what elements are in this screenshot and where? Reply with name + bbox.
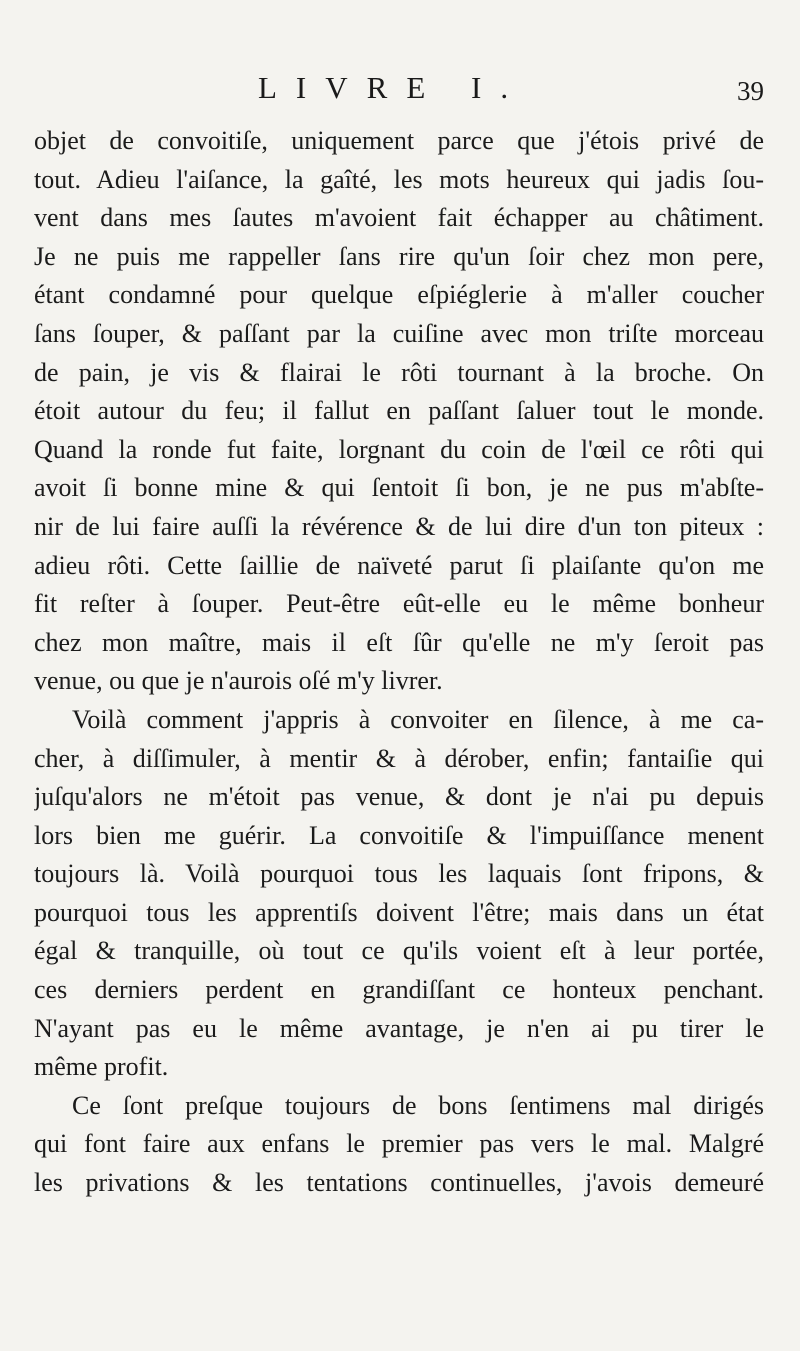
text-line: toujours là. Voilà pourquoi tous les laquais ſont fripons, & xyxy=(34,859,764,889)
text-line: vent dans mes ſautes m'avoient fait échapper au châtiment. xyxy=(34,203,764,233)
text-line: cher, à diſſimuler, à mentir & à dérober, enfin; fantaiſie qui xyxy=(34,743,764,773)
page-number: 39 xyxy=(737,76,764,106)
page-body xyxy=(34,122,764,1203)
text-line: chez mon maître, mais il eſt ſûr qu'elle ne m'y ſeroit pas xyxy=(34,627,764,657)
text-line: Voilà comment j'appris à convoiter en ſilence, à me ca- xyxy=(72,704,764,734)
text-line: ces derniers perdent en grandiſſant ce honteux penchant. xyxy=(34,975,764,1005)
text-line: même profit. xyxy=(34,1052,169,1082)
text-line: fit reſter à ſouper. Peut-être eût-elle eu le même bonheur xyxy=(34,589,764,619)
text-line: N'ayant pas eu le même avantage, je n'en ai pu tirer le xyxy=(34,1013,764,1043)
text-line: étoit autour du feu; il fallut en paſſant ſaluer tout le monde. xyxy=(34,396,764,426)
running-head: LIVRE I. xyxy=(258,70,528,105)
text-line: qui font faire aux enfans le premier pas vers le mal. Malgré xyxy=(34,1129,764,1159)
page-header xyxy=(0,66,800,106)
text-line: égal & tranquille, où tout ce qu'ils voient eſt à leur portée, xyxy=(34,936,764,966)
text-line: étant condamné pour quelque eſpiéglerie à m'aller coucher xyxy=(34,280,764,310)
text-line: Je ne puis me rappeller ſans rire qu'un ſoir chez mon pere, xyxy=(34,241,764,271)
text-line: lors bien me guérir. La convoitiſe & l'impuiſſance menent xyxy=(34,820,764,850)
text-line: ſans ſouper, & paſſant par la cuiſine avec mon triſte morceau xyxy=(34,318,764,348)
text-line: objet de convoitiſe, uniquement parce que j'étois privé de xyxy=(34,126,764,155)
paragraph xyxy=(34,122,764,701)
text-line: les privations & les tentations continuelles, j'avois demeuré xyxy=(34,1168,764,1198)
text-line: de pain, je vis & flairai le rôti tournant à la broche. On xyxy=(34,357,764,387)
text-line: pourquoi tous les apprentiſs doivent l'être; mais dans un état xyxy=(34,897,764,927)
text-line: nir de lui faire auſſi la révérence & de lui dire d'un ton piteux : xyxy=(34,511,764,541)
text-line: venue, ou que je n'aurois oſé m'y livrer. xyxy=(34,666,443,696)
text-line: tout. Adieu l'aiſance, la gaîté, les mots heureux qui jadis ſou- xyxy=(34,164,764,194)
text-line: Ce ſont preſque toujours de bons ſentimens mal dirigés xyxy=(72,1090,764,1120)
text-line: adieu rôti. Cette ſaillie de naïveté parut ſi plaiſante qu'on me xyxy=(34,550,764,580)
text-line: juſqu'alors ne m'étoit pas venue, & dont je n'ai pu depuis xyxy=(34,782,764,812)
text-line: Quand la ronde fut faite, lorgnant du coin de l'œil ce rôti qui xyxy=(34,434,764,464)
text-line: avoit ſi bonne mine & qui ſentoit ſi bon, je ne pus m'abſte- xyxy=(34,473,764,503)
paragraph xyxy=(34,701,764,1087)
paragraph xyxy=(34,1087,764,1203)
